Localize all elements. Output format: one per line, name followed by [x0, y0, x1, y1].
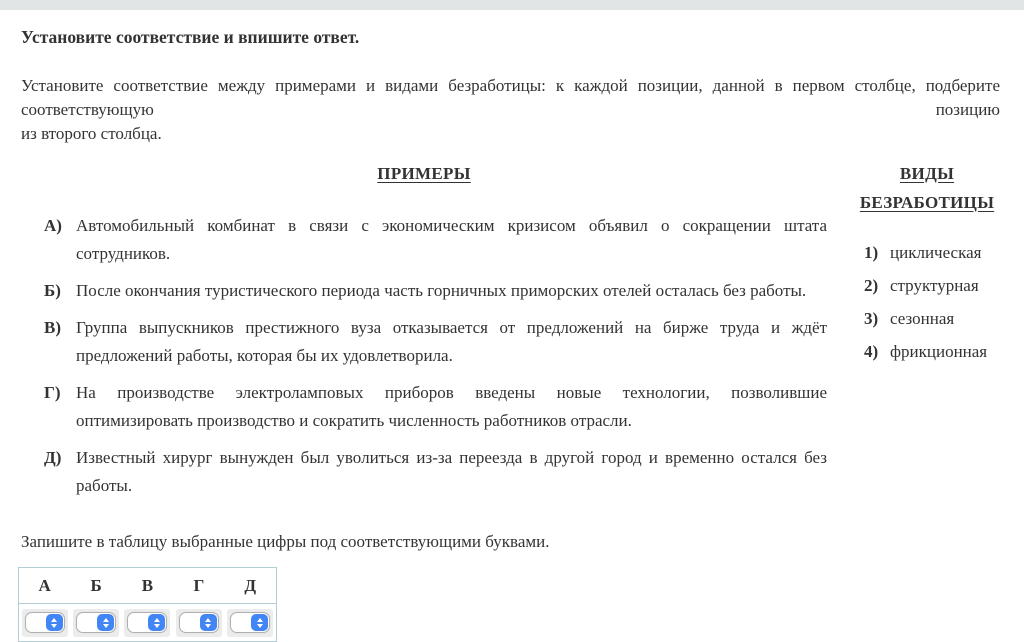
task-title: Установите соответствие и впишите ответ. [21, 27, 360, 47]
stepper-down-icon[interactable] [257, 624, 263, 628]
stepper-down-icon[interactable] [154, 624, 160, 628]
answer-cell-v [122, 604, 173, 641]
example-letter: А) [44, 216, 62, 235]
stepper-button[interactable] [46, 614, 63, 631]
answer-table [18, 567, 277, 642]
stepper-up-icon[interactable] [154, 618, 160, 622]
type-number: 3) [864, 309, 879, 328]
type-text: структурная [890, 276, 979, 295]
type-text: сезонная [890, 309, 955, 328]
answer-input-a[interactable] [25, 612, 65, 633]
example-text: Автомобильный комбинат в связи с экономическим кризисом объявил о сокращении штата сотрудников. [76, 216, 827, 263]
type-item-2 [864, 274, 1000, 298]
stepper-up-icon[interactable] [205, 618, 211, 622]
answer-table-input-row [19, 604, 276, 641]
answer-cell-a [19, 604, 70, 641]
type-text: циклическая [890, 243, 982, 262]
answer-cell-d [225, 604, 276, 641]
type-item-3 [864, 307, 1000, 331]
type-text: фрикционная [890, 342, 988, 361]
example-item-a [44, 212, 827, 268]
spinner-pad [176, 609, 222, 637]
top-bar [0, 0, 1024, 10]
stepper-button[interactable] [97, 614, 114, 631]
stepper-button[interactable] [200, 614, 217, 631]
answer-header-a: А [38, 575, 51, 595]
answer-input-d[interactable] [230, 612, 270, 633]
examples-header: ПРИМЕРЫ [377, 164, 471, 183]
answer-input-g[interactable] [179, 612, 219, 633]
examples-list [21, 212, 827, 500]
answer-input-v[interactable] [127, 612, 167, 633]
example-item-v [44, 314, 827, 370]
stepper-down-icon[interactable] [103, 624, 109, 628]
stepper-up-icon[interactable] [103, 618, 109, 622]
example-text: На производстве электроламповых приборов введены новые технологии, позволившие оптимизировать производство и сократить численность работников отрасли. [76, 383, 827, 430]
answer-cell-g [173, 604, 224, 641]
spinner-pad [227, 609, 273, 637]
answer-header-g: Г [193, 575, 205, 595]
example-item-d [44, 444, 827, 500]
instruction-line-2: из второго столбца. [21, 124, 162, 143]
stepper-button[interactable] [251, 614, 268, 631]
answer-header-b: Б [90, 575, 102, 595]
answer-input-b[interactable] [76, 612, 116, 633]
types-column [854, 159, 1000, 509]
task-page [0, 27, 1024, 642]
example-text: Группа выпускников престижного вуза отказывается от предложений на бирже труда и ждёт предложений работы, которая бы их удовлетворила. [76, 318, 827, 365]
spinner-pad [124, 609, 170, 637]
instruction-line-1: Установите соответствие между примерами и видами безработицы: к каждой позиции, данной в первом столбце, подберите соответствующую позицию [21, 76, 1000, 119]
example-item-g [44, 379, 827, 435]
examples-column [21, 159, 827, 509]
answer-header-d: Д [244, 575, 257, 595]
spinner-pad [73, 609, 119, 637]
type-number: 4) [864, 342, 879, 361]
types-list [854, 241, 1000, 364]
stepper-down-icon[interactable] [51, 624, 57, 628]
type-item-4 [864, 340, 1000, 364]
example-letter: Г) [44, 383, 61, 402]
example-item-b [44, 277, 827, 305]
type-number: 1) [864, 243, 879, 262]
example-text: После окончания туристического периода часть горничных приморских отелей осталась без работы. [76, 281, 807, 300]
example-letter: Д) [44, 448, 62, 467]
example-letter: В) [44, 318, 61, 337]
stepper-button[interactable] [148, 614, 165, 631]
example-letter: Б) [44, 281, 61, 300]
task-instruction [21, 74, 1000, 146]
answer-prompt: Запишите в таблицу выбранные цифры под соответствующими буквами. [21, 532, 550, 551]
answer-cell-b [70, 604, 121, 641]
spinner-pad [22, 609, 68, 637]
type-item-1 [864, 241, 1000, 265]
answer-header-v: В [141, 575, 154, 595]
stepper-up-icon[interactable] [51, 618, 57, 622]
stepper-down-icon[interactable] [205, 624, 211, 628]
stepper-up-icon[interactable] [257, 618, 263, 622]
types-header: ВИДЫ БЕЗРАБОТИЦЫ [859, 164, 995, 212]
example-text: Известный хирург вынужден был уволиться из-за переезда в другой город и временно остался без работы. [76, 448, 827, 495]
matching-section [21, 159, 1000, 509]
answer-table-header-row [19, 568, 276, 604]
type-number: 2) [864, 276, 879, 295]
